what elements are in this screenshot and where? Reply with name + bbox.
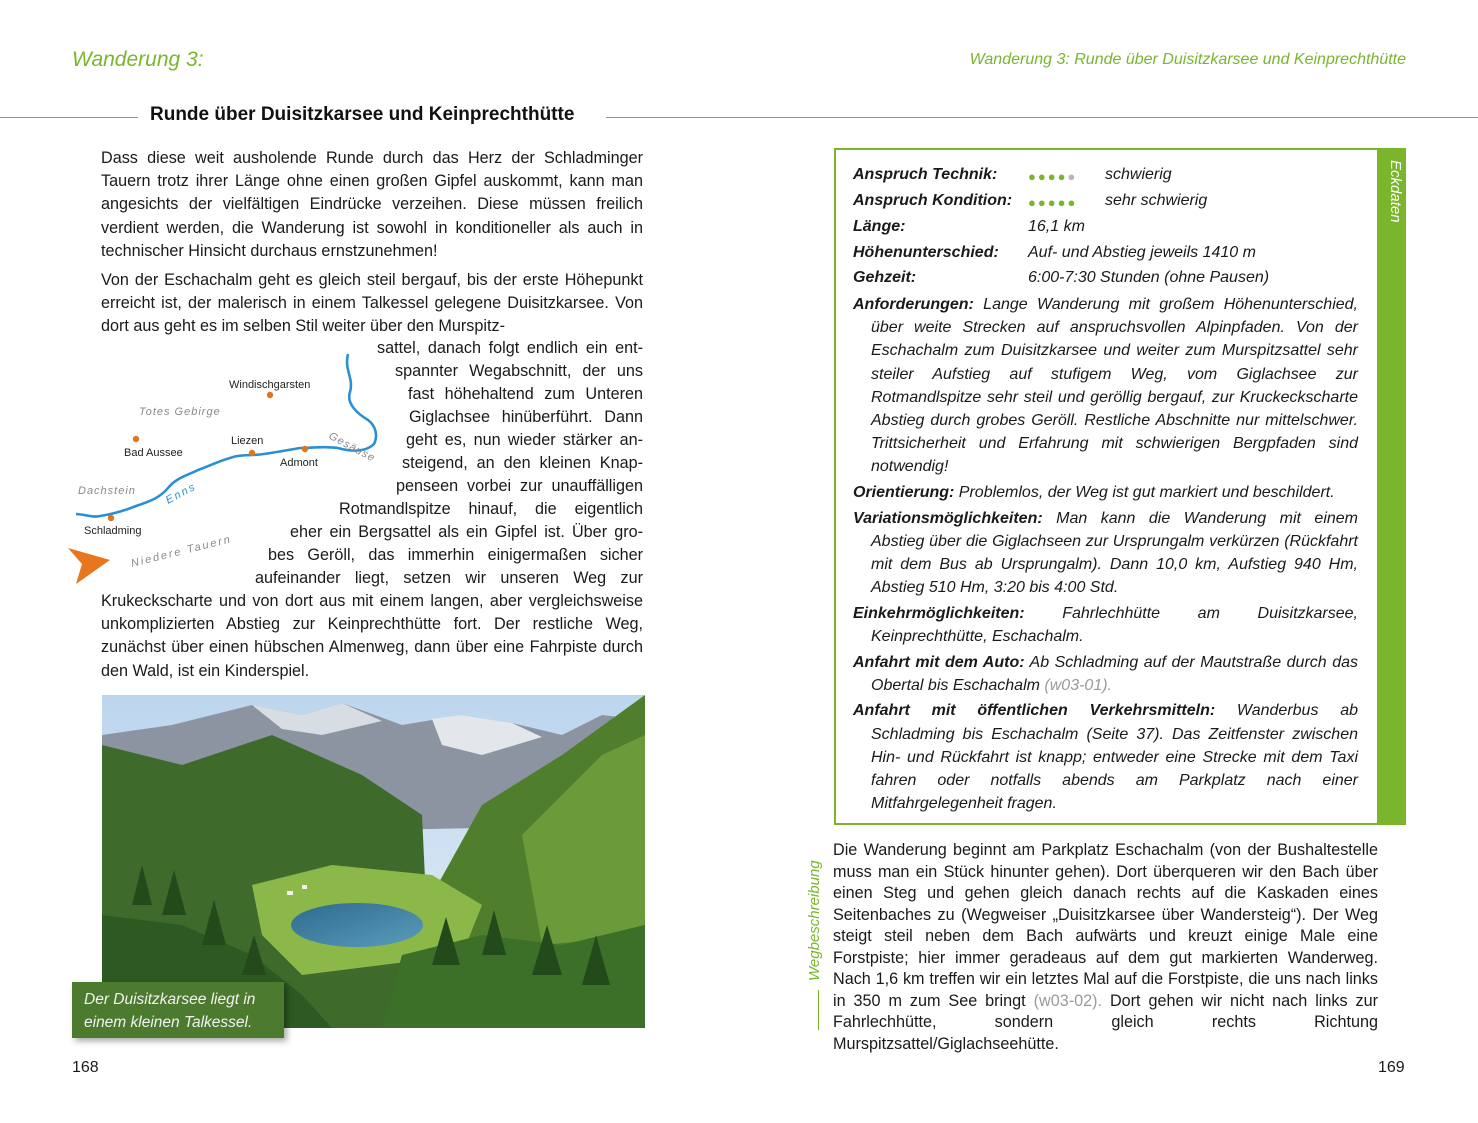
label-gesaeuse: Gesäuse xyxy=(326,430,378,465)
waypoint-ref-w03-01: (w03-01). xyxy=(1044,676,1112,694)
laenge-value: 16,1 km xyxy=(1028,218,1085,235)
page-number-right: 169 xyxy=(1378,1059,1405,1076)
flow-line: eher ein Bergsattel als ein Gipfel ist. Über gro- xyxy=(290,523,643,541)
label-totes-gebirge: Totes Gebirge xyxy=(139,406,221,418)
intro-text-end xyxy=(101,590,643,689)
north-arrow-icon xyxy=(68,548,110,584)
label-niedere-tauern: Niedere Tauern xyxy=(129,533,234,570)
label-liezen: Liezen xyxy=(231,435,264,447)
flow-line: penseen vorbei zur unauffälligen xyxy=(396,477,643,495)
flow-line: bes Geröll, das immerhin einigermaßen sicher xyxy=(268,546,643,564)
row-laenge xyxy=(853,214,1353,240)
label-dachstein: Dachstein xyxy=(78,485,136,497)
intro-text xyxy=(101,147,643,345)
hoehe-value: Auf- und Abstieg jeweils 1410 m xyxy=(1028,244,1256,261)
waypoint-ref-w03-02: (w03-02). xyxy=(1033,991,1102,1010)
einkehrmoeglichkeiten: Einkehrmöglichkeiten: Fahrlechhütte am Duisitzkarsee, Keinprechthütte, Eschachalm. xyxy=(853,604,1358,646)
label-bad-aussee: Bad Aussee xyxy=(124,447,183,459)
anfahrt-oeffentlich: Anfahrt mit öffentlichen Verkehrsmitteln: Wanderbus ab Schladming bis Eschachalm (Seite 37). Das Zeitfenster zwischen Hin- und Rückfahrt ist knapp; entweder eine Strecke mit dem Taxi fahren oder notfalls abends am Parkplatz nach einer Mitfahrgelegenheit fragen. xyxy=(853,702,1358,813)
marker-liezen xyxy=(249,450,255,456)
wegbeschreibung-rule xyxy=(818,990,819,1030)
anfahrt-auto: Anfahrt mit dem Auto: Ab Schladming auf der Mautstraße durch das Obertal bis Eschachalm (w03-01). xyxy=(853,653,1359,694)
intro-paragraph-1: Dass diese weit ausholende Runde durch das Herz der Schladminger Tauern trotz ihrer Länge ohne einen großen Gipfel auskommt, kann man angesichts der vielfältigen Eindrücke verzeihen. Diese müssen freilich verdient werden, die Wanderung ist sowohl in konditioneller als auch in technischer Hinsicht durchaus ernstzunehmen! xyxy=(101,149,643,260)
row-hoehe xyxy=(853,240,1353,266)
eckdaten-label: Eckdaten xyxy=(1387,160,1404,223)
flow-line: aufeinander liegt, setzen wir unseren Weg zur xyxy=(255,569,643,587)
overview-map xyxy=(62,352,392,592)
flow-line: geht es, nun wieder stärker an- xyxy=(406,431,643,449)
landscape-illustration xyxy=(102,695,645,1028)
label-enns: Enns xyxy=(163,480,199,507)
kondition-rating-dots: ●●●●● xyxy=(1028,195,1078,210)
gehzeit-value: 6:00-7:30 Stunden (ohne Pausen) xyxy=(1028,269,1270,286)
header-left: Wanderung 3: xyxy=(72,48,204,71)
kondition-value: sehr schwierig xyxy=(1105,192,1208,209)
title-rule-right xyxy=(606,117,1478,118)
flow-line: Giglachsee hinüberführt. Dann xyxy=(409,408,643,426)
gehzeit-key: Gehzeit: xyxy=(853,269,917,286)
laenge-key: Länge: xyxy=(853,218,906,235)
flow-line: steigend, an den kleinen Knap- xyxy=(402,454,643,472)
label-windischgarsten: Windischgarsten xyxy=(229,379,311,391)
label-schladming: Schladming xyxy=(84,525,142,537)
technik-rating-dots: ●●●●● xyxy=(1028,169,1078,184)
lake-photo xyxy=(102,695,645,1028)
anforderungen: Anforderungen: Lange Wanderung mit großem Höhenunterschied, über weite Strecken auf anspruchsvollen Alpinpfaden. Von der Eschachalm zum Duisitzkarsee und weiter zum Murspitzsattel sehr steiler Aufstieg auf stufigem Weg, vom Giglachsee zur Rotmandlspitze sehr steil und geröllig bergauf, zur Kruckeckscharte Abstieg durch grobes Geröll. Restliche Abschnitte nur mittelschwer. Trittsicherheit und Erfahrung mit schwierigen Bergpfaden sind notwendig! xyxy=(853,296,1359,476)
row-gehzeit xyxy=(853,265,1353,291)
flow-line: spannter Wegabschnitt, der uns xyxy=(395,362,643,380)
intro-paragraph-2: Von der Eschachalm geht es gleich steil bergauf, bis der erste Höhepunkt erreicht ist, der malerisch in einem Talkessel gelegene Duisitzkarsee. Von dort aus geht es im selben Stil weiter über den Murspitz- xyxy=(101,271,643,336)
flow-line: fast höhehaltend zum Unteren xyxy=(408,385,643,403)
marker-windischgarsten xyxy=(267,392,273,398)
variationsmoeglichkeiten: Variationsmöglichkeiten: Man kann die Wanderung mit einem Abstieg über die Giglachseen zur Ursprungalm verkürzen (Rückfahrt mit dem Bus ab Ursprungalm). Dann 10,0 km, Aufstieg 940 Hm, Abstieg 510 Hm, 3:20 bis 4:00 Std. xyxy=(853,509,1358,597)
kondition-key: Anspruch Kondition: xyxy=(853,192,1013,209)
flow-line: Rotmandlspitze hinauf, die eigentlich xyxy=(339,500,643,518)
label-admont: Admont xyxy=(280,457,318,469)
marker-schladming xyxy=(108,515,114,521)
intro-paragraph-3: Krukeckscharte und von dort aus mit einem langen, aber vergleichsweise unkomplizierten Abstieg zur Keinprechthütte fort. Der restliche Weg, zunächst über einen hübschen Almenweg, dann über eine Fahrpiste durch den Wald, ist ein Kinderspiel. xyxy=(101,592,643,680)
page-title: Runde über Duisitzkarsee und Keinprechthütte xyxy=(150,104,575,125)
eckdaten-details xyxy=(853,293,1358,818)
title-rule-left xyxy=(0,117,138,118)
technik-value: schwierig xyxy=(1105,166,1172,183)
photo-caption: Der Duisitzkarsee liegt in einem kleinen Talkessel. xyxy=(72,982,284,1038)
eckdaten-bar xyxy=(1377,148,1406,825)
hoehe-key: Höhenunterschied: xyxy=(853,244,999,261)
flow-line: sattel, danach folgt endlich ein ent- xyxy=(377,339,643,357)
row-technik xyxy=(853,162,1353,188)
row-kondition xyxy=(853,188,1353,214)
marker-bad-aussee xyxy=(133,436,139,442)
orientierung: Orientierung: Problemlos, der Weg ist gut markiert und beschildert. xyxy=(853,484,1335,502)
page-number-left: 168 xyxy=(72,1059,99,1076)
technik-key: Anspruch Technik: xyxy=(853,166,998,183)
wegbeschreibung-label: Wegbeschreibung xyxy=(806,860,823,981)
header-right: Wanderung 3: Runde über Duisitzkarsee und Keinprechthütte xyxy=(969,51,1406,68)
marker-admont xyxy=(302,446,308,452)
wegbeschreibung-text: Die Wanderung beginnt am Parkplatz Eschachalm (von der Bushaltestelle muss man ein Stück hinunter gehen). Dort überqueren wir den Bach über einen Steg und gehen gleich danach rechts auf die Kaskaden eines Seitenbaches zu (Wegweiser „Duisitzkarsee über Wandersteig“). Der Weg steigt steil neben dem Bach aufwärts und kreuzt einige Male eine Forstpiste; hier immer geradeaus auf dem gut markierten Wanderweg. Nach 1,6 km treffen wir ein letztes Mal auf die Forstpiste, die uns nach links in 350 m zum See bringt (w03-02). Dort gehen wir nicht nach links zur Fahrlechhütte, sondern gleich rechts Richtung Murspitzsattel/Giglachseehütte. xyxy=(833,841,1379,1053)
